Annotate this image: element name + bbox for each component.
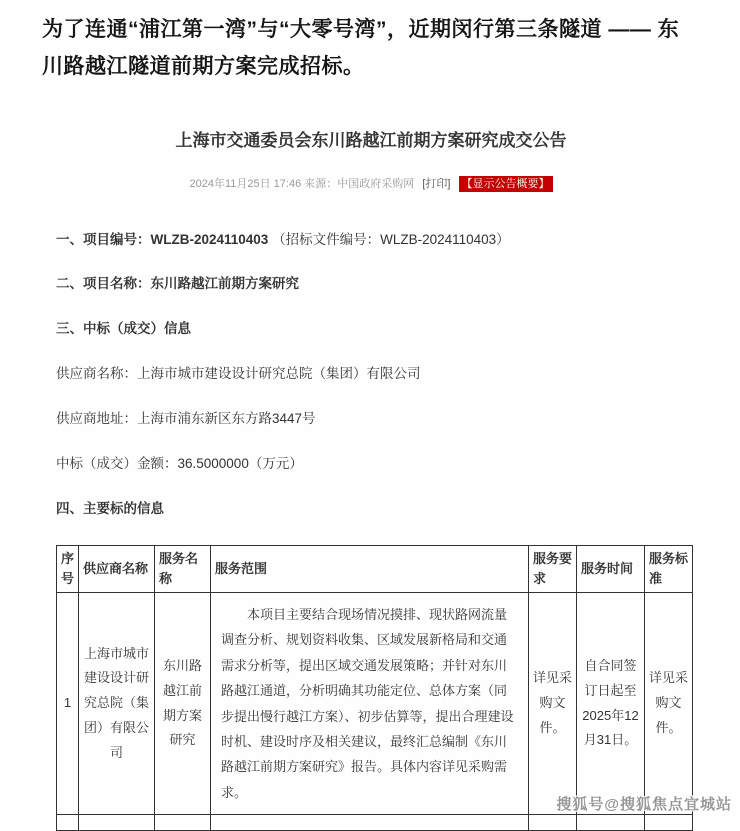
show-summary-button[interactable]: 【显示公告概要】 bbox=[459, 176, 553, 192]
table-header-row bbox=[57, 545, 693, 592]
meta-date-source: 2024年11月25日 17:46 来源：中国政府采购网 bbox=[189, 177, 415, 190]
header-service-scope: 服务范围 bbox=[211, 545, 529, 592]
service-scope-text: 本项目主要结合现场情况摸排、现状路网流量调查分析、规划资料收集、区域发展新格局和交通需求分析等，提出区域交通发展策略；并针对东川路越江通道，分析明确其功能定位、总体方案（同步提出慢行越江方案）、初步估算等，提出合理建设时机、建设时序及相关建议，最终汇总编制《东川路越江前期方案研究》报告。具体内容详见采购需求。 bbox=[221, 607, 514, 800]
empty-cell bbox=[155, 815, 211, 831]
main-subject-heading: 四、主要标的信息 bbox=[56, 500, 164, 516]
empty-cell bbox=[57, 815, 79, 831]
announcement-title: 上海市交通委员会东川路越江前期方案研究成交公告 bbox=[175, 130, 567, 150]
empty-cell bbox=[645, 815, 693, 831]
header-service-name: 服务名称 bbox=[155, 545, 211, 592]
table-empty-row bbox=[57, 815, 693, 831]
project-number-line bbox=[56, 231, 700, 250]
empty-cell bbox=[211, 815, 529, 831]
award-info-heading: 三、中标（成交）信息 bbox=[56, 321, 191, 337]
project-number-label: 一、项目编号：WLZB-2024110403 bbox=[56, 231, 269, 247]
supplier-name-line: 供应商名称：上海市城市建设设计研究总院（集团）有限公司 bbox=[56, 366, 421, 382]
header-service-time: 服务时间 bbox=[577, 545, 645, 592]
subject-info-table bbox=[56, 545, 693, 831]
empty-cell bbox=[577, 815, 645, 831]
announcement-body bbox=[42, 231, 700, 519]
print-link[interactable]: [打印] bbox=[422, 177, 451, 190]
cell-service-standard: 详见采购文件。 bbox=[645, 593, 693, 815]
cell-supplier: 上海市城市建设设计研究总院（集团）有限公司 bbox=[79, 593, 155, 815]
table-row bbox=[57, 593, 693, 815]
empty-cell bbox=[79, 815, 155, 831]
award-amount-line: 中标（成交）金额：36.5000000（万元） bbox=[56, 455, 303, 471]
header-seq: 序号 bbox=[57, 545, 79, 592]
header-supplier: 供应商名称 bbox=[79, 545, 155, 592]
sohu-watermark: 搜狐号@搜狐焦点宜城站 bbox=[556, 796, 732, 813]
cell-service-name: 东川路越江前期方案研究 bbox=[155, 593, 211, 815]
cell-service-scope bbox=[211, 593, 529, 815]
header-service-standard: 服务标准 bbox=[645, 545, 693, 592]
cell-service-requirement: 详见采购文件。 bbox=[529, 593, 577, 815]
project-number-extra: （招标文件编号：WLZB-2024110403） bbox=[268, 231, 510, 247]
header-service-requirement: 服务要求 bbox=[529, 545, 577, 592]
empty-cell bbox=[529, 815, 577, 831]
meta-line bbox=[42, 175, 700, 191]
project-name-line: 二、项目名称：东川路越江前期方案研究 bbox=[56, 276, 299, 292]
intro-paragraph: 为了连通“浦江第一湾”与“大零号湾”，近期闵行第三条隧道 —— 东川路越江隧道前期方案完成招标。 bbox=[42, 18, 680, 78]
cell-seq: 1 bbox=[57, 593, 79, 815]
supplier-address-line: 供应商地址：上海市浦东新区东方路3447号 bbox=[56, 411, 316, 427]
cell-service-time: 自合同签订日起至2025年12月31日。 bbox=[577, 593, 645, 815]
